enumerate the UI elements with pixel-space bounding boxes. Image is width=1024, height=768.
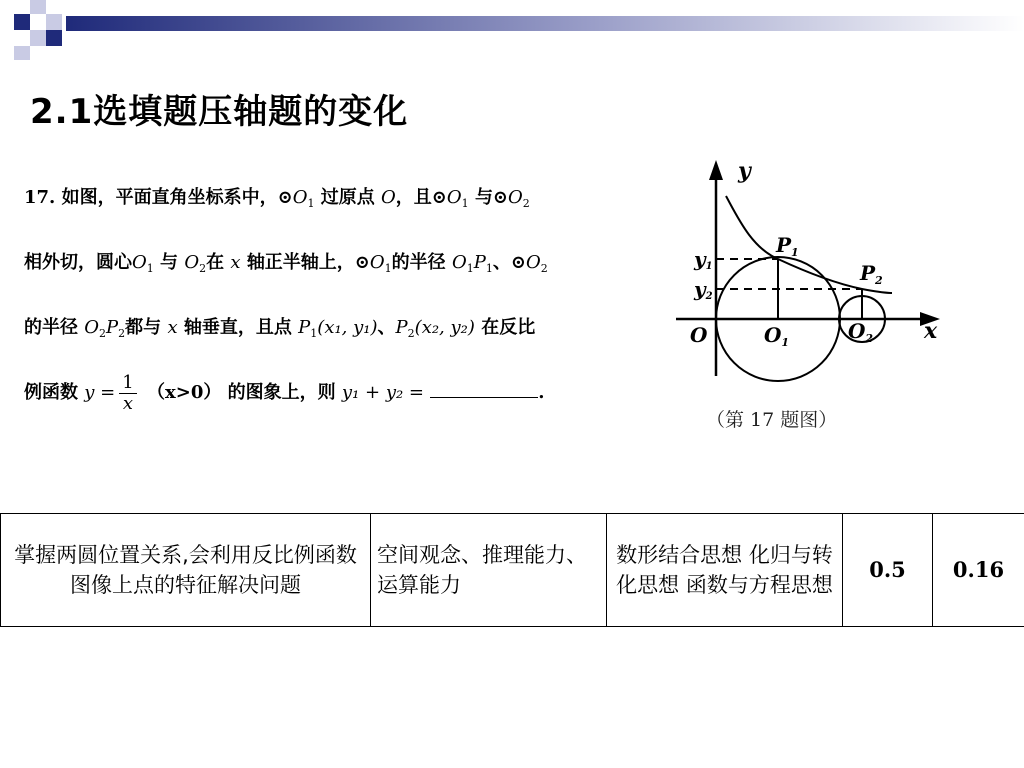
text-segment: 与⊙	[474, 187, 509, 208]
domain-condition: （x>0）	[147, 382, 222, 403]
y-axis-label: y	[738, 158, 751, 184]
table-cell-value-2: 0.16	[933, 514, 1024, 627]
summary-table	[0, 513, 1024, 627]
sum-expression: y₁ + y₂ =	[341, 382, 425, 403]
math-subscript: 1	[485, 262, 493, 275]
text-segment: 的半径	[391, 252, 446, 273]
math-subscript: 2	[407, 327, 415, 340]
math-symbol: O	[292, 187, 308, 208]
math-symbol: x	[230, 252, 241, 273]
text-segment: 在反比	[481, 317, 536, 338]
math-subscript: 2	[99, 327, 107, 340]
math-symbol: O	[451, 252, 467, 273]
math-subscript: 2	[540, 262, 548, 275]
math-symbol: O	[369, 252, 385, 273]
fraction-denominator: x	[122, 392, 134, 414]
origin-label: O	[690, 323, 708, 347]
math-subscript: 2	[118, 327, 126, 340]
label-P2: $P_2$	[860, 261, 883, 287]
math-symbol: O	[446, 187, 462, 208]
text-segment: 的图象上，则	[227, 382, 336, 403]
problem-line-1	[24, 168, 664, 233]
label-y2: y2	[694, 277, 713, 302]
math-subscript: 2	[522, 197, 530, 210]
math-symbol: P	[395, 317, 408, 338]
text-segment: 轴垂直，且点	[183, 317, 292, 338]
math-subscript: 2	[199, 262, 207, 275]
table-row	[1, 514, 1024, 627]
text-segment: .	[538, 382, 545, 403]
math-symbol: x	[167, 317, 178, 338]
label-P1: $P_1$	[776, 233, 799, 259]
fraction-numerator: 1	[119, 373, 136, 394]
problem-number: 17.	[24, 187, 56, 208]
text-segment: ，且⊙	[395, 187, 447, 208]
problem-text	[24, 168, 664, 422]
text-segment: 、⊙	[492, 252, 526, 273]
math-symbol: P	[298, 317, 311, 338]
text-segment: 例函数	[24, 382, 78, 403]
problem-line-4	[24, 363, 664, 422]
math-subscript: 1	[307, 197, 315, 210]
point-coordinates: (x₂, y₂)	[414, 317, 475, 338]
math-symbol: O	[84, 317, 100, 338]
answer-blank	[430, 381, 538, 398]
text-segment: 轴正半轴上，⊙	[246, 252, 370, 273]
text-segment: 与	[160, 252, 179, 273]
figure-caption: （第 17 题图）	[706, 409, 838, 431]
text-segment: 过原点	[320, 187, 375, 208]
slide-title: 2.1选填题压轴题的变化	[30, 92, 409, 132]
math-symbol: O	[525, 252, 541, 273]
math-symbol: O	[184, 252, 200, 273]
math-symbol: P	[473, 252, 486, 273]
math-subscript: 1	[384, 262, 392, 275]
table-cell-objective: 掌握两圆位置关系,会利用反比例函数图像上点的特征解决问题	[1, 514, 371, 627]
label-O2: $O_2$	[848, 319, 874, 345]
math-subscript: 1	[310, 327, 318, 340]
text-segment: 在	[206, 252, 225, 273]
fraction	[119, 373, 136, 414]
text-segment: 都与	[125, 317, 162, 338]
label-O1: $O_1$	[764, 323, 790, 349]
table-cell-value-1: 0.5	[843, 514, 933, 627]
math-symbol: P	[106, 317, 119, 338]
table-cell-abilities: 空间观念、推理能力、运算能力	[371, 514, 607, 627]
text-segment: 的半径	[24, 317, 78, 338]
function-lhs: y =	[84, 382, 116, 403]
text-segment: 相外切，圆心	[24, 252, 132, 273]
math-symbol: O	[508, 187, 523, 208]
math-subscript: 1	[146, 262, 154, 275]
math-subscript: 1	[461, 197, 469, 210]
y-axis-arrow	[709, 160, 723, 180]
text-segment: 、	[377, 317, 396, 338]
math-subscript: 1	[466, 262, 474, 275]
point-coordinates: (x₁, y₁)	[317, 317, 378, 338]
label-y1: y1	[694, 247, 713, 272]
header-decoration	[0, 0, 1024, 70]
problem-line-2	[24, 233, 664, 298]
text-segment: 如图，平面直角坐标系中，⊙	[61, 187, 293, 208]
x-axis-label: x	[924, 318, 938, 344]
table-cell-thinking: 数形结合思想 化归与转化思想 函数与方程思想	[607, 514, 843, 627]
math-symbol: O	[381, 187, 396, 208]
math-symbol: O	[132, 252, 147, 273]
problem-line-3	[24, 298, 664, 363]
